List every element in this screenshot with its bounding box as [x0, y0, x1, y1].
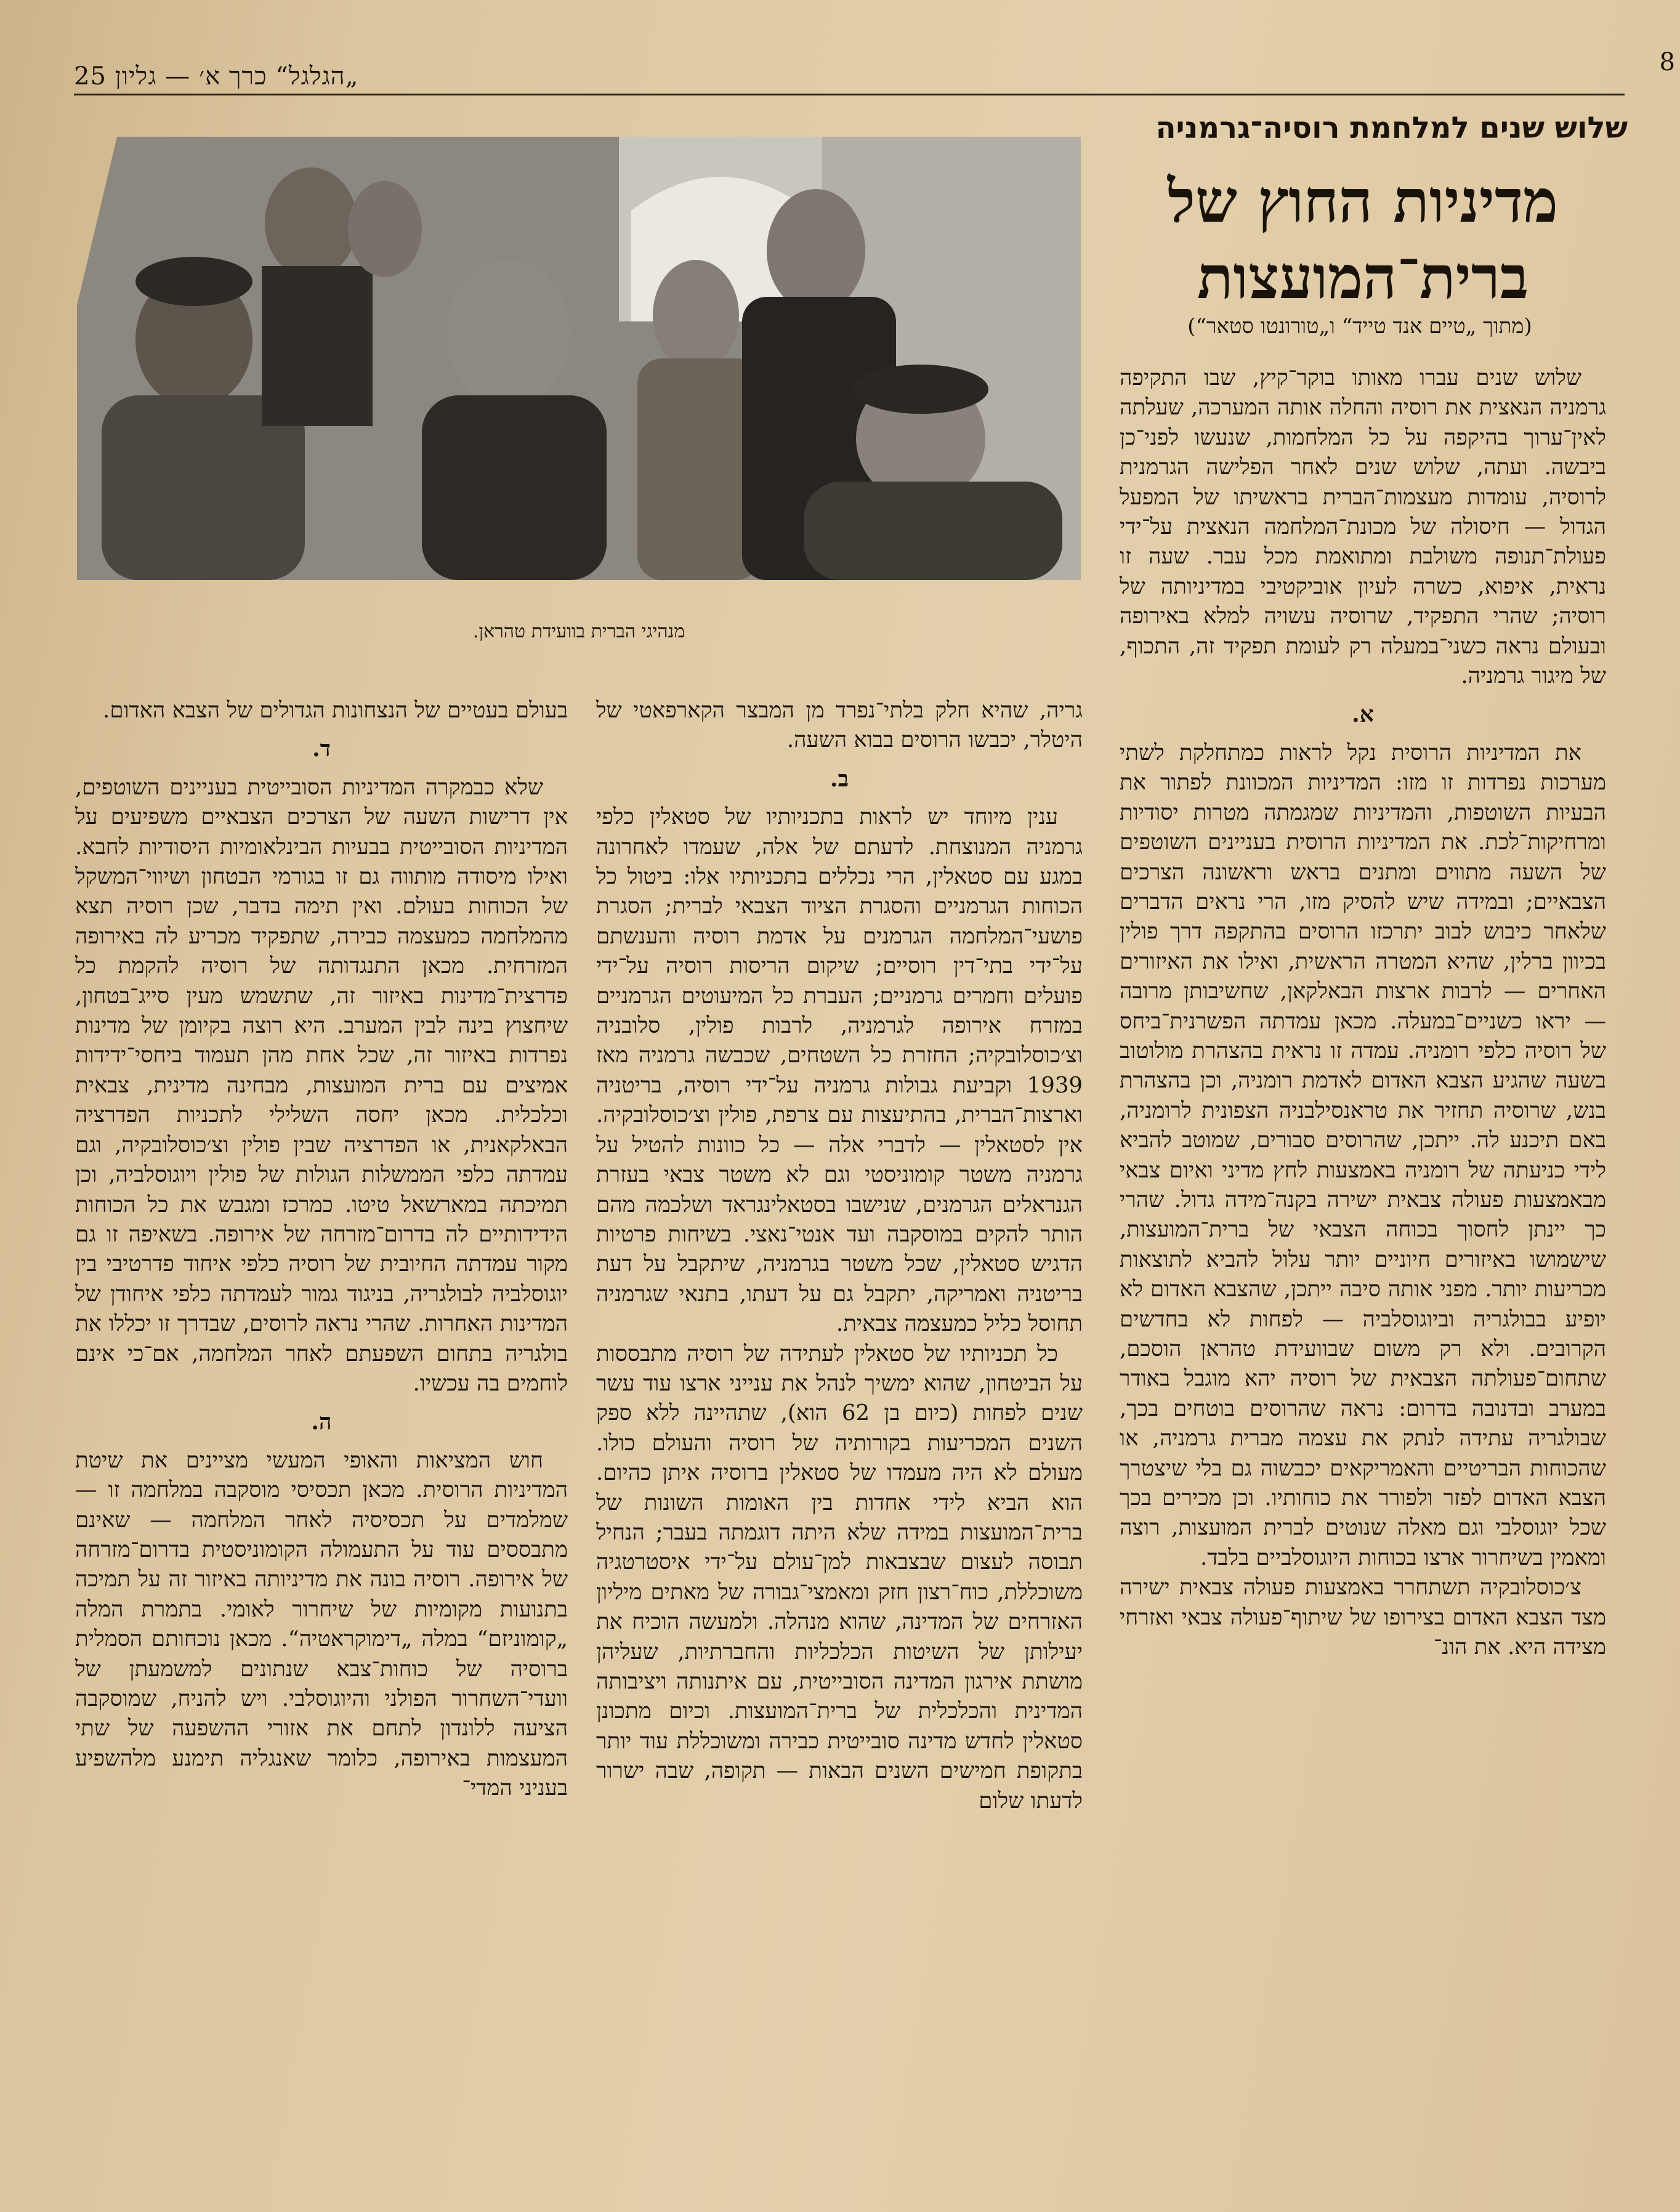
- article-paragraph: כל תכניותיו של סטאלין לעתידה של רוסיה מתבססות על הביטחון, שהוא ימשיך לנהל את ענייני ארצו עוד עשר שנים לפחות (כיום בן 62 הוא), שתהיינה ללא ספק השנים המכריעות בקורותיה של רוסיה והעולם כולו. מעולם לא היה מעמדו של סטאלין ברוסיה איתן כהיום. הוא הביא לידי אחדות בין האומות השונות של ברית־המועצות במידה שלא היתה דוגמתה בעבר; הנחיל תבוסה לעצום שבצבאות למן־עולם על־ידי איסטרטגיה משוכללת, כוח־רצון חזק ומאמצי־גבורה של מאתים מיליון האזרחים של המדינה, שהוא מנהלה. ולמעשה הוכיח את יעילותן של השיטות הכלכליות והחברתיות, שעליהן מושתת אירגון המדינה הסובייטית, עם איתנותה ויציבותה המדינית והכלכלית של ברית־המועצות. וכיום מתכונן סטאלין לחדש מדינה סובייטית כבירה ומשוכללת עוד יותר בתקופת חמישים השנים הבאות — תקופה, שבה ישרור לדעתו שלום: [596, 1341, 1083, 1814]
- article-paragraph: את המדיניות הרוסית נקל לראות כמתחלקת לשתי מערכות נפרדות זו מזו: המדיניות המכוונת לפתור את הבעיות השוטפות, והמדיניות שמגמתה מטרות יסודיות ומרחיקות־לכת. את המדיניות הרוסית בעניינים השוטפים של השעה מתווים ומתנים בראש וראשונה הצרכים הצבאיים; ובמידה שיש להסיק מזו, הרי נראים הדברים שלאחר כיבוש לבוב יתרכזו הרוסים בהתקפה דרך פולין בכיוון ברלין, שהיא המטרה הראשית, ואילו את האיזורים האחרים — לרבות ארצות הבאלקאן, שחשיבותן מרובה — יראו כשניים־במעלה. מכאן עמדתה הפשרנית־ביחס של רוסיה כלפי רומניה. עמדה זו נראית בהצהרת מולוטוב בשעה שהגיע הצבא האדום לאדמת רומניה, וכן בהצהרת בנש, שרוסיה תחזיר את טראנסילבניה הצפונית לרומניה, באם תיכנע לה. ייתכן, שהרוסים סבורים, שמוטב להביא לידי כניעתה של רומניה באמצעות לחץ מדיני ואיום צבאי מבאמצעות פעולה צבאית ישירה בקנה־מידה גדול. שהרי כך יינתן לחסוך בכוחה הצבאי של ברית־המועצות, שישמושו באיזורים חיוניים יותר עלול להביא לתוצאות מכריעות יותר. מפני אותה סיבה ייתכן, שהצבא האדום לא יופיע בבולגריה וביוגוסלביה — לפחות לא בחדשים הקרובים. ולא רק משום שבוועידת טהראן הוסכם, שתחום־פעולתה הצבאית של רוסיה יהא מוגבל באודר במערב ובדנובה בדרום: נראה שהרוסים בוטחים בכך, שבולגריה עתידה לנתק את עצמה מברית גרמניה, או שהכוחות הבריטיים והאמריקאים יכבשוה גם בלי שיצטרך הצבא האדום לפזר ולפורר את כוחותיו. וכן מכירים בכך שכל יוגוסלבי וגם מאלה שנוטים לברית המועצות, רוצה ומאמין בשיחרור ארצו בכוחות היוגוסלביים בלבד.: [1120, 740, 1606, 1570]
- article-kicker: שלוש שנים למלחמת רוסיה־גרמניה: [1155, 111, 1628, 145]
- article-paragraph: שלוש שנים עברו מאותו בוקר־קיץ, שבו התקיפה גרמניה הנאצית את רוסיה והחלה אותה המערכה, שעלתה לאין־ערוך בהיקפה על כל המלחמות, שנעשו לפני־כן ביבשה. ועתה, שלוש שנים לאחר הפלישה הגרמנית לרוסיה, עומדות מעצמות־הברית בראשיתו של המפעל הגדול — חיסולה של מכונת־המלחמה הנאצית על־ידי פעולת־תנופה משולבת ומתואמת מכל עבר. שעה זו נראית, איפוא, כשרה לעיון אוביקטיבי במדיניותה של רוסיה; שהרי התפקיד, שרוסיה עשויה למלא באירופה ובעולם נראה כשני־במעלה רק לעומת תפקיד זה, התכוף, של מיגור גרמניה.: [1120, 365, 1606, 689]
- article-column-2: [596, 696, 1083, 1816]
- article-paragraph: ענין מיוחד יש לראות בתכניותיו של סטאלין כלפי גרמניה המנוצחת. לדעתם של אלה, שעמדו לאחרונה במגע עם סטאלין, הרי נכללים בתכניותיו אלו: ביטול כל הכוחות הגרמניים והסגרת הציוד הצבאי לברית; הסגרת פושעי־המלחמה הגרמנים על אדמת רוסיה והענשתם על־ידי בתי־דין רוסיים; שיקום הריסות רוסיה על־ידי פועלים וחמרים גרמניים; העברת כל המיעוטים הגרמניים במזרח אירופה לגרמניה, לרבות פולין, סלובניה וצ׳כוסלובקיה; החזרת כל השטחים, שכבשה גרמניה מאז 1939 וקביעת גבולות גרמניה על־ידי רוסיה, בריטניה וארצות־הברית, בהתיעצות עם צרפת, פולין וצ׳כוסלובקיה. אין לסטאלין — לדברי אלה — כל כוונות להטיל על גרמניה משטר קומוניסטי וגם לא משטר צבאי בעזרת הגנראלים הגרמנים, שנישבו בסטאלינגראד ושלכמה מהם הותר להקים במוסקבה ועד אנטי־נאצי. בשיחות פרטיות הדגיש סטאלין, שכל משטר בגרמניה, שיתקבל על דעת בריטניה ואמריקה, יתקבל גם על דעתו, בתנאי שגרמניה תחוסל כליל כמעצמה צבאית.: [596, 804, 1083, 1337]
- section-heading: א.: [1352, 701, 1374, 728]
- page-number: 8: [1659, 48, 1675, 76]
- photo-illustration: [77, 137, 1081, 580]
- article-column-3: [75, 696, 568, 1804]
- article-title-line-1: מדיניות החוץ של: [1167, 166, 1559, 236]
- article-paragraph: שלא כבמקרה המדיניות הסובייטית בעניינים השוטפים, אין דרישות השעה של הצרכים הצבאיים משפיעים על המדיניות הסובייטית בבעיות הבינלאומיות היסודיות לחבא. ואילו מיסודה מותווה גם זו בגורמי הבטחון ושיווי־המשקל של הכוחות בעולם. ואין תימה בדבר, שכן רוסיה תצא מהמלחמה כמעצמה כבירה, שתפקיד מכריע לה באירופה המזרחית. מכאן התנגדותה של רוסיה להקמת כל פדרצית־מדינות באיזור זה, שתשמש מעין סייג־בטחון, שיחצוץ בינה לבין המערב. היא רוצה בקיומן של מדינות נפרדות באיזור זה, שכל אחת מהן תעמוד ביחסי־ידידות אמיצים עם ברית המועצות, מבחינה מדינית, צבאית וכלכלית. מכאן יחסה השלילי לתכניות הפדרציה הבאלקאנית, או הפדרציה שבין פולין וצ׳כוסלובקיה, וגם עמדתה כלפי הממשלות הגולות של פולין ויוגוסלביה, וכן תמיכתה במארשאל טיטו. כמרכז ומגבש את כל הכוחות הידידותיים לה בדרום־מזרחה של אירופה. בשאיפה זו גם מקור עמדתה החיובית של רוסיה כלפי איחוד פדרטיבי בין יוגוסלביה לבולגריה, בניגוד גמור לעמדתה כלפי איחודן של המדינות האחרות. שהרי נראה לרוסים, שבדרך זו יכללו את בולגריה בתחום השפעתם לאחר המלחמה, אם־כי אינם לוחמים בה עכשיו.: [75, 774, 568, 1396]
- header-rule: [74, 94, 1625, 95]
- article-paragraph: צ׳כוסלובקיה תשתחרר באמצעות פעולה צבאית ישירה מצד הצבא האדום בצירופו של שיתוף־פעולה צבאי ואזרחי מצידה היא. את הונ־: [1120, 1575, 1606, 1660]
- article-column-1: [1120, 363, 1606, 1662]
- tehran-conference-photo: [77, 137, 1081, 580]
- photo-caption: מנהיגי הברית בוועידת טהראן.: [472, 621, 685, 642]
- section-heading: ב.: [830, 765, 849, 792]
- article-paragraph: חוש המציאות והאופי המעשי מציינים את שיטת המדיניות הרוסית. מכאן תכסיסי מוסקבה במלחמה זו — שמלמדים על תכסיסיה לאחר המלחמה — שאינם מתבססים עוד על התעמולה הקומוניסטית בדרום־מזרחה של אירופה. רוסיה בונה את מדיניותה באיזור זה על תמיכה בתנועות מקומיות של שיחרור לאומי. בתמרת המלה „קומוניזם“ במלה „דימוקראטיה“. מכאן נוכחותם הסמלית ברוסיה של כוחות־צבא שנתונים למשמעתן של וועדי־השחרור הפולני והיוגוסלבי. ויש להניח, שמוסקבה הציעה ללונדון לתחם את אזורי ההשפעה של שתי המעצמות באירופה, כלומר שאנגליה תימנע מלהשפיע בעניני המדי־: [75, 1447, 568, 1801]
- running-head: „הגלגל“ כרך א׳ — גליון 25: [74, 62, 359, 91]
- article-title-line-2: ברית־המועצות: [1197, 243, 1529, 312]
- section-heading: ד.: [312, 736, 331, 762]
- page-header: [74, 43, 1680, 92]
- article-paragraph: גריה, שהיא חלק בלתי־נפרד מן המבצר הקארפאטי של היטלר, יכבשו הרוסים בבוא השעה.: [596, 698, 1083, 753]
- section-heading: ה.: [311, 1409, 332, 1435]
- article-paragraph: בעולם בעטיים של הנצחונות הגדולים של הצבא האדום.: [103, 698, 568, 723]
- article-title: [1141, 163, 1585, 316]
- article-source: (מתוך „טיים אנד טייד“ ו„טורונטו סטאר“): [1187, 314, 1532, 339]
